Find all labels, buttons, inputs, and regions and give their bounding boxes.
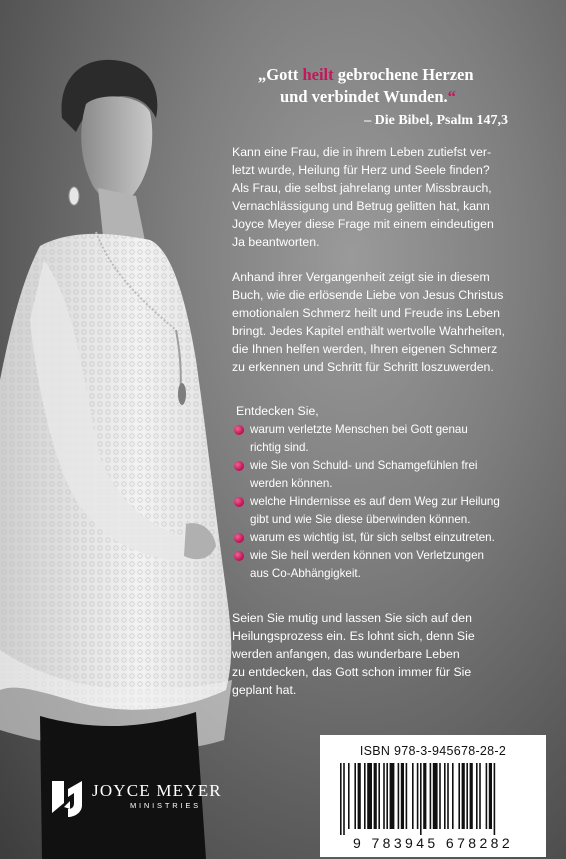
bullet-list bbox=[232, 421, 532, 583]
barcode-bar bbox=[447, 763, 449, 829]
bible-quote bbox=[258, 64, 508, 132]
barcode-bar bbox=[420, 763, 422, 835]
bullet-dot-icon bbox=[234, 533, 244, 543]
barcode-bar bbox=[462, 763, 465, 829]
description-paragraph bbox=[232, 268, 532, 376]
publisher-name: JOYCE MEYER bbox=[92, 781, 222, 800]
list-item: wie Sie von Schuld- und Schamgefühlen frei werden können. bbox=[232, 457, 532, 493]
barcode-bar bbox=[358, 763, 361, 829]
text-line: Anhand ihrer Vergangenheit zeigt sie in diesem bbox=[232, 270, 490, 284]
barcode-bar bbox=[412, 763, 414, 829]
barcode-bar bbox=[430, 763, 432, 829]
publisher-subtitle: MINISTRIES bbox=[130, 801, 201, 810]
barcode-bar bbox=[383, 763, 385, 829]
text-line: Kann eine Frau, die in ihrem Leben zutiefst ver- bbox=[232, 145, 492, 159]
publisher-mark-icon bbox=[50, 779, 84, 819]
isbn-barcode-box bbox=[320, 735, 546, 857]
barcode-bar bbox=[354, 763, 356, 829]
barcode-bar bbox=[390, 763, 395, 829]
closing-paragraph bbox=[232, 609, 532, 699]
barcode-bar bbox=[398, 763, 400, 829]
text-line: Heilungsprozess ein. Es lohnt sich, denn Sie bbox=[232, 629, 475, 643]
quote-source: – Die Bibel, Psalm 147,3 bbox=[364, 113, 508, 128]
barcode-bar bbox=[489, 763, 492, 829]
text-line: werden anfangen, das wunderbare Leben bbox=[232, 647, 460, 661]
intro-paragraph bbox=[232, 143, 532, 251]
quote-line-2: und verbindet Wunden. bbox=[280, 87, 448, 106]
text-line: Ja beantworten. bbox=[232, 235, 320, 249]
quote-close: “ bbox=[447, 87, 456, 106]
barcode-bar bbox=[476, 763, 478, 829]
text-line: geplant hat. bbox=[232, 683, 297, 697]
barcode-bar bbox=[340, 763, 342, 835]
text-line: Als Frau, die selbst jahrelang unter Missbrauch, bbox=[232, 181, 492, 195]
barcode-bar bbox=[367, 763, 372, 829]
barcode-bar bbox=[486, 763, 488, 829]
barcode-bar bbox=[401, 763, 404, 829]
barcode-bar bbox=[374, 763, 377, 829]
text-line: Joyce Meyer diese Frage mit einem eindeutigen bbox=[232, 217, 494, 231]
quote-highlight-heilt: heilt bbox=[302, 65, 334, 84]
text-line: Vernachlässigung und Betrug gelitten hat, kann bbox=[232, 199, 490, 213]
text-line: Seien Sie mutig und lassen Sie sich auf den bbox=[232, 611, 472, 625]
text-line: bringt. Jedes Kapitel enthält wertvolle Wahrheiten, bbox=[232, 324, 505, 338]
barcode-bar bbox=[423, 763, 426, 829]
barcode-bar bbox=[386, 763, 388, 829]
barcode bbox=[334, 763, 532, 835]
quote-open: „Gott bbox=[258, 65, 303, 84]
barcode-bar bbox=[378, 763, 380, 829]
barcode-bar bbox=[444, 763, 446, 829]
publisher-logo bbox=[50, 779, 270, 819]
text-line: Buch, wie die erlösende Liebe von Jesus Christus bbox=[232, 288, 504, 302]
text-line: zu entdecken, das Gott schon immer für Sie bbox=[232, 665, 472, 679]
list-item: wie Sie heil werden können von Verletzungen aus Co-Abhängigkeit. bbox=[232, 547, 532, 583]
text-line: letzt wurde, Heilung für Herz und Seele finden? bbox=[232, 163, 490, 177]
barcode-bar bbox=[343, 763, 345, 835]
list-item: welche Hindernisse es auf dem Weg zur Heilung gibt und wie Sie diese überwinden können. bbox=[232, 493, 532, 529]
barcode-digits: 9 783945 678282 bbox=[353, 835, 513, 851]
barcode-bar bbox=[458, 763, 460, 829]
barcode-bar bbox=[406, 763, 408, 829]
quote-mid: gebrochene Herzen bbox=[333, 65, 474, 84]
barcode-bar bbox=[466, 763, 468, 829]
bullet-dot-icon bbox=[234, 497, 244, 507]
list-item: warum es wichtig ist, für sich selbst einzutreten. bbox=[232, 529, 532, 547]
bullet-dot-icon bbox=[234, 461, 244, 471]
barcode-bar bbox=[479, 763, 481, 829]
list-item: warum verletzte Menschen bei Gott genau richtig sind. bbox=[232, 421, 532, 457]
bullet-intro: Entdecken Sie, bbox=[236, 404, 319, 418]
barcode-bar bbox=[433, 763, 438, 829]
barcode-bar bbox=[417, 763, 419, 829]
bullet-list-section bbox=[232, 402, 532, 583]
text-line: emotionalen Schmerz heilt und Freude ins Leben bbox=[232, 306, 500, 320]
bullet-dot-icon bbox=[234, 551, 244, 561]
barcode-bar bbox=[364, 763, 366, 829]
text-line: zu erkennen und Schritt für Schritt loszuwerden. bbox=[232, 360, 494, 374]
barcode-bar bbox=[494, 763, 496, 835]
barcode-bar bbox=[452, 763, 454, 829]
barcode-bar bbox=[470, 763, 473, 829]
barcode-bar bbox=[348, 763, 350, 829]
text-line: die Ihnen helfen werden, Ihren eigenen Schmerz bbox=[232, 342, 498, 356]
barcode-bar bbox=[439, 763, 441, 829]
isbn-label: ISBN 978-3-945678-28-2 bbox=[359, 744, 507, 758]
bullet-dot-icon bbox=[234, 425, 244, 435]
